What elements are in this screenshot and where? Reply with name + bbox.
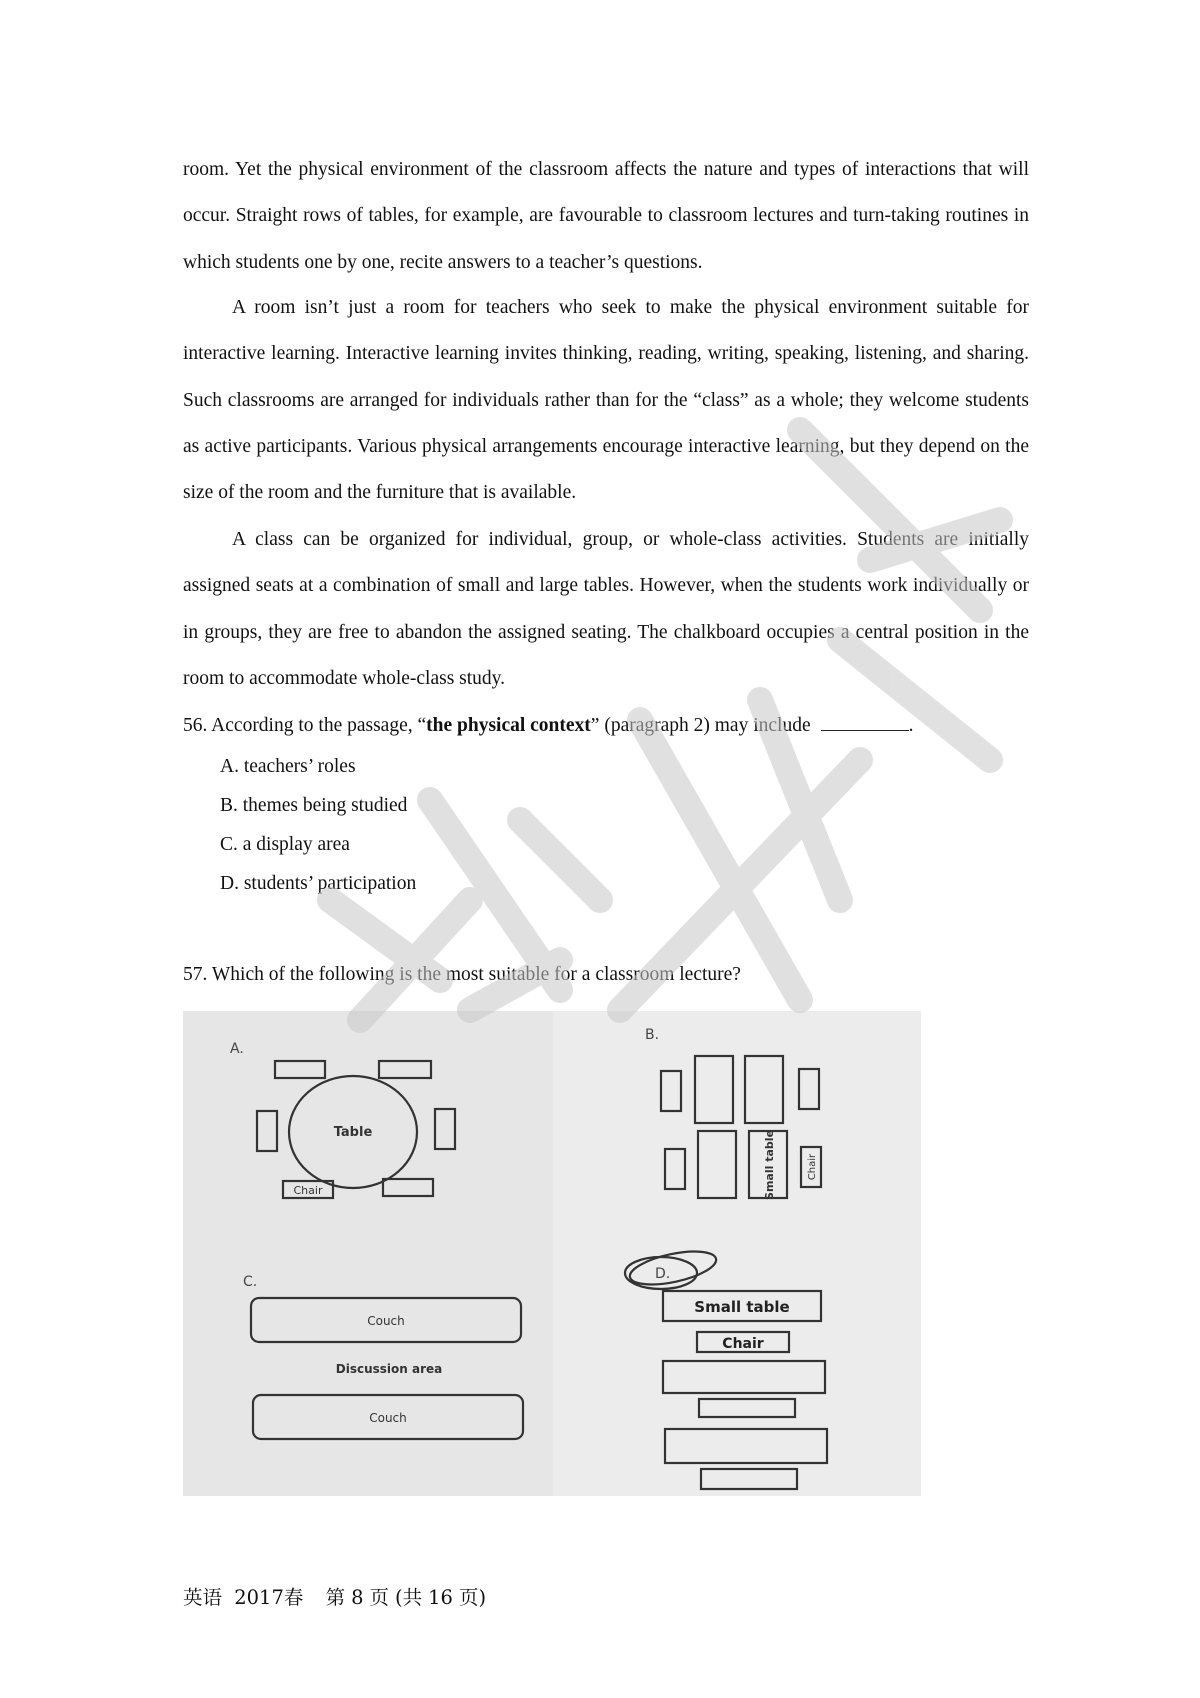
c-couch-bottom-label: Couch [369,1411,407,1425]
option-56-b: B. themes being studied [220,795,408,816]
label-b: B. [645,1027,660,1043]
a-table-label: Table [333,1125,373,1140]
diagram-right-half [553,1011,921,1496]
label-d: D. [655,1266,671,1282]
question-57: 57. Which of the following is the most suitable for a classroom lecture? [183,964,741,985]
a-chair-left [257,1111,277,1151]
footer-total-prefix: (共 [395,1586,423,1609]
a-chair-top-right [379,1061,431,1078]
footer-page-prefix: 第 [325,1586,346,1609]
c-couch-top-label: Couch [367,1314,405,1328]
a-chair-right [435,1109,455,1149]
option-56-d: D. students’ participation [220,873,417,894]
page-footer [183,1582,492,1610]
question-56 [183,714,914,737]
d-small-table-label: Small table [694,1298,790,1316]
footer-total-num: 16 [428,1586,453,1609]
passage-paragraph-1: room. Yet the physical environment of the classroom affects the nature and types of interactions that will occur. Straight rows of tables, for example, are favourable to classroom lectures and turn-taking routines in which students one by one, recite answers to a teacher’s questions. [183,159,1029,273]
footer-page-unit: 页 [369,1586,390,1609]
answer-blank [821,714,909,731]
passage-paragraph-3: A class can be organized for individual, group, or whole-class activities. Students are initially assigned seats at a combination of small and large tables. However, when the students work individually or in groups, they are free to abandon the assigned seating. The chalkboard occupies a central position in the room to accommodate whole-class study. [183,529,1029,689]
question-56-prefix: 56. According to the passage, “ [183,715,427,736]
passage-paragraph-2: A room isn’t just a room for teachers who seek to make the physical environment suitable for interactive learning. Interactive learning invites thinking, reading, writing, speaking, listening, and sharing. Such classrooms are arranged for individuals rather than for the “class” as a whole; they welcome students as active participants. Various physical arrangements encourage interactive learning, but they depend on the size of the room and the furniture that is available. [183,297,1029,504]
label-c: C. [243,1274,258,1290]
footer-page-num: 8 [351,1586,364,1609]
footer-subject: 英语 [183,1586,223,1609]
label-a: A. [230,1041,244,1057]
option-56-c: C. a display area [220,834,350,855]
seating-diagram-svg [183,1011,921,1496]
seating-diagram [183,1011,921,1496]
b-small-table-label: Small table [763,1130,776,1200]
footer-term: 2017春 [234,1586,304,1609]
question-56-end: . [908,715,914,736]
a-chair-top-left [275,1061,325,1078]
a-chair-label: Chair [293,1184,323,1197]
option-56-a: A. teachers’ roles [220,756,356,777]
question-56-bold-term: the physical context [426,715,591,736]
footer-total-suffix: 页) [458,1586,487,1609]
b-chair-label: Chair [807,1153,818,1181]
question-56-suffix: ” (paragraph 2) may include [590,715,811,736]
a-chair-bottom-right [383,1179,433,1196]
c-discussion-label: Discussion area [335,1362,443,1376]
d-chair-label: Chair [722,1336,764,1352]
